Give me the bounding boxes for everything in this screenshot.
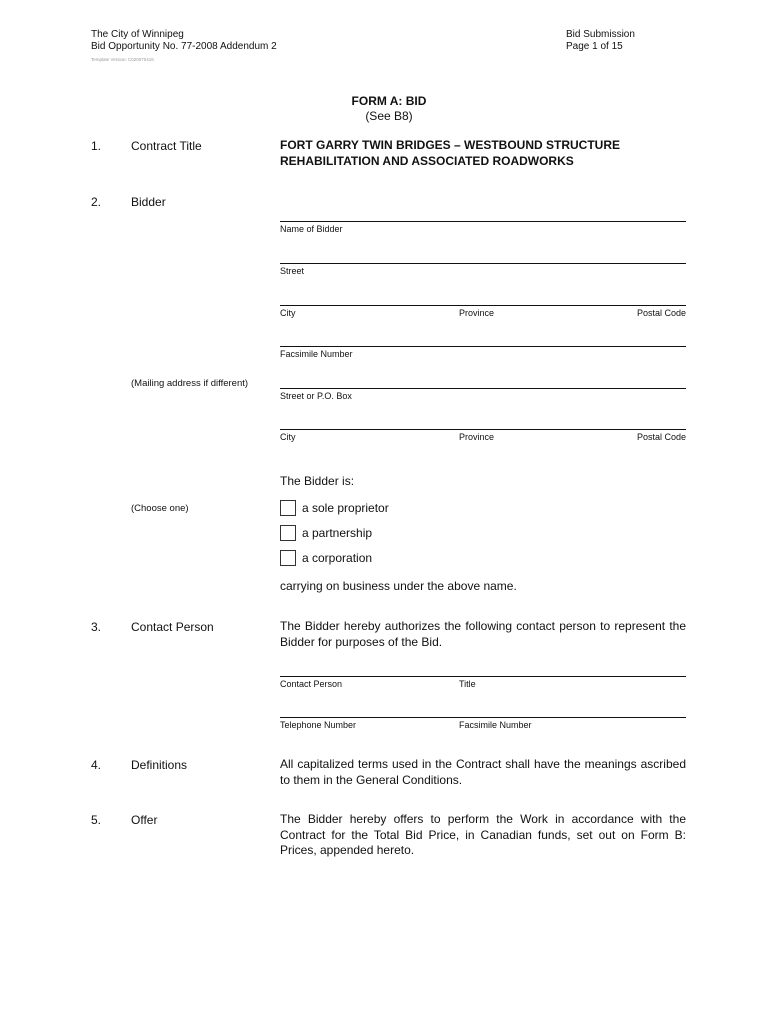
contact-person-caption: Contact Person: [280, 679, 343, 689]
form-title: FORM A: BID: [351, 94, 427, 108]
street-caption: Street: [280, 266, 305, 276]
contact-person-title-field[interactable]: [280, 676, 686, 677]
header-bid-submission: Bid Submission: [566, 29, 635, 40]
header-org: The City of Winnipeg: [91, 29, 184, 40]
telephone-caption: Telephone Number: [280, 720, 357, 730]
bidder-is-label: The Bidder is:: [280, 474, 355, 488]
province2-caption: Province: [459, 432, 495, 442]
definitions-text: All capitalized terms used in the Contract shall have the meanings ascribed to them in the General Conditions.: [280, 757, 686, 787]
province-caption: Province: [459, 308, 495, 318]
carrying-on-business-text: carrying on business under the above name.: [280, 579, 517, 593]
name-of-bidder-caption: Name of Bidder: [280, 224, 343, 234]
sole-proprietor-label: a sole proprietor: [302, 501, 389, 515]
contract-title-line1: FORT GARRY TWIN BRIDGES – WESTBOUND STRUCTURE: [280, 138, 621, 152]
form-subtitle: (See B8): [365, 109, 413, 123]
street-field[interactable]: [280, 263, 686, 264]
section-3-label: Contact Person: [131, 620, 214, 634]
header-bid-opportunity: Bid Opportunity No. 77-2008 Addendum 2: [91, 41, 277, 52]
choose-one-note: (Choose one): [131, 503, 189, 514]
corporation-label: a corporation: [302, 551, 373, 565]
section-5-label: Offer: [131, 813, 158, 827]
city2-caption: City: [280, 432, 296, 442]
section-1-number: 1.: [91, 139, 102, 153]
postal-code-caption: Postal Code: [636, 308, 686, 318]
corporation-checkbox[interactable]: [280, 550, 296, 566]
partnership-checkbox[interactable]: [280, 525, 296, 541]
city-province-postal-field[interactable]: [280, 305, 686, 306]
template-version: Template Version: C020070416: [91, 57, 154, 62]
telephone-facsimile-field[interactable]: [280, 717, 686, 718]
section-2-number: 2.: [91, 195, 102, 209]
section-4-label: Definitions: [131, 758, 188, 772]
contact-person-text: The Bidder hereby authorizes the following contact person to represent the Bidder for purposes of the Bid.: [280, 619, 686, 649]
city-caption: City: [280, 308, 296, 318]
header-page-number: Page 1 of 15: [566, 41, 623, 52]
postal-code2-caption: Postal Code: [636, 432, 686, 442]
street-po-caption: Street or P.O. Box: [280, 391, 352, 401]
section-5-number: 5.: [91, 813, 102, 827]
sole-proprietor-checkbox[interactable]: [280, 500, 296, 516]
mailing-address-note: (Mailing address if different): [131, 378, 249, 389]
partnership-label: a partnership: [302, 526, 373, 540]
contact-facsimile-caption: Facsimile Number: [459, 720, 532, 730]
title-caption: Title: [459, 679, 476, 689]
section-2-label: Bidder: [131, 195, 166, 209]
contract-title-line2: REHABILITATION AND ASSOCIATED ROADWORKS: [280, 154, 574, 168]
mailing-city-province-postal-field[interactable]: [280, 429, 686, 430]
facsimile-field[interactable]: [280, 346, 686, 347]
facsimile-caption: Facsimile Number: [280, 349, 353, 359]
section-3-number: 3.: [91, 620, 102, 634]
offer-text: The Bidder hereby offers to perform the Work in accordance with the Contract for the Total Bid Price, in Canadian funds, set out on Form B: Prices, appended hereto.: [280, 812, 686, 857]
mailing-street-field[interactable]: [280, 388, 686, 389]
section-4-number: 4.: [91, 758, 102, 772]
name-of-bidder-field[interactable]: [280, 221, 686, 222]
section-1-label: Contract Title: [131, 139, 202, 153]
